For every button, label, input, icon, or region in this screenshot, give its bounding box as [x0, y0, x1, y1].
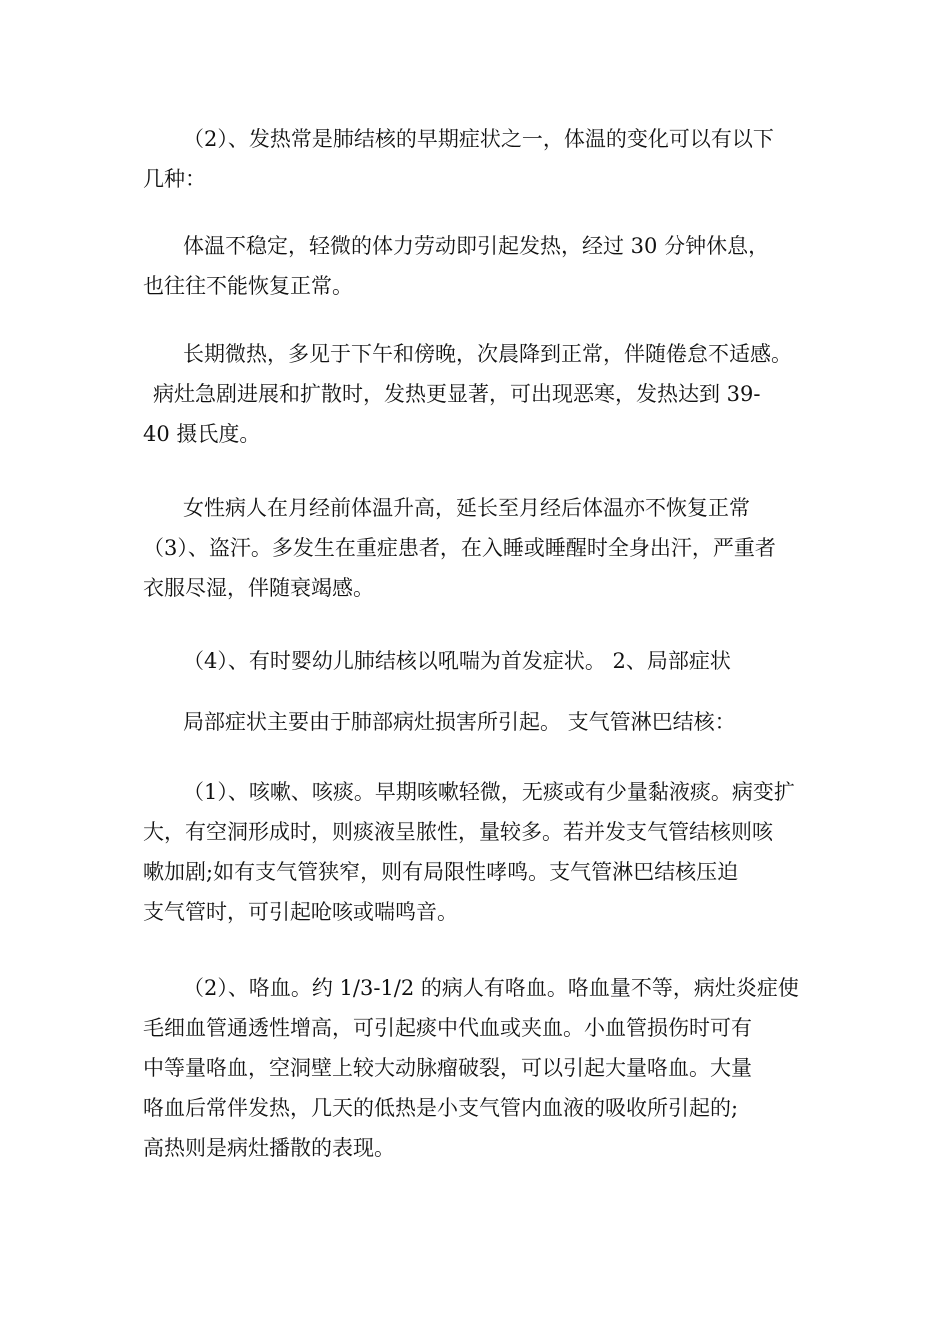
text-line: （3）、盗汗。多发生在重症患者，在入睡或睡醒时全身出汗，严重者 — [143, 536, 776, 560]
text-line: （2）、发热常是肺结核的早期症状之一，体温的变化可以有以下 — [183, 127, 774, 151]
text-line: 体温不稳定，轻微的体力劳动即引起发热，经过 30 分钟休息， — [183, 234, 770, 258]
text-line: 女性病人在月经前体温升高，延长至月经后体温亦不恢复正常 — [183, 496, 750, 520]
text-line: 长期微热，多见于下午和傍晚，次晨降到正常，伴随倦怠不适感。 — [183, 342, 792, 366]
text-line: 高热则是病灶播散的表现。 — [143, 1136, 395, 1160]
text-line: （1）、咳嗽、咳痰。早期咳嗽轻微，无痰或有少量黏液痰。病变扩 — [183, 780, 795, 804]
paragraph-local-symptoms — [143, 702, 810, 742]
text-line: 也往往不能恢复正常。 — [143, 274, 353, 298]
paragraph-hemoptysis — [143, 968, 810, 1168]
paragraph-women-night-sweat — [143, 488, 810, 608]
paragraph-cough — [143, 772, 810, 932]
text-line: 40 摄氏度。 — [143, 422, 261, 446]
text-line: 咯血后常伴发热，几天的低热是小支气管内血液的吸收所引起的; — [143, 1096, 739, 1120]
paragraph-low-fever — [143, 334, 810, 454]
text-line: 支气管时，可引起呛咳或喘鸣音。 — [143, 900, 458, 924]
paragraph-infant-wheezing — [143, 641, 810, 681]
text-line: （2）、咯血。约 1/3-1/2 的病人有咯血。咯血量不等，病灶炎症使 — [183, 976, 799, 1000]
text-line: 几种： — [143, 167, 206, 191]
paragraph-unstable-temperature — [143, 226, 810, 306]
text-line: 大，有空洞形成时，则痰液呈脓性，量较多。若并发支气管结核则咳 — [143, 820, 773, 844]
text-line: （4）、有时婴幼儿肺结核以吼喘为首发症状。 2、局部症状 — [183, 649, 731, 673]
text-line: 病灶急剧进展和扩散时，发热更显著，可出现恶寒，发热达到 39- — [153, 382, 761, 406]
text-line: 中等量咯血，空洞壁上较大动脉瘤破裂，可以引起大量咯血。大量 — [143, 1056, 752, 1080]
paragraph-fever-intro — [143, 119, 810, 199]
text-line: 毛细血管通透性增高，可引起痰中代血或夹血。小血管损伤时可有 — [143, 1016, 752, 1040]
text-line: 衣服尽湿，伴随衰竭感。 — [143, 576, 374, 600]
text-line: 局部症状主要由于肺部病灶损害所引起。 支气管淋巴结核： — [183, 710, 736, 734]
text-line: 嗽加剧;如有支气管狭窄，则有局限性哮鸣。支气管淋巴结核压迫 — [143, 860, 739, 884]
